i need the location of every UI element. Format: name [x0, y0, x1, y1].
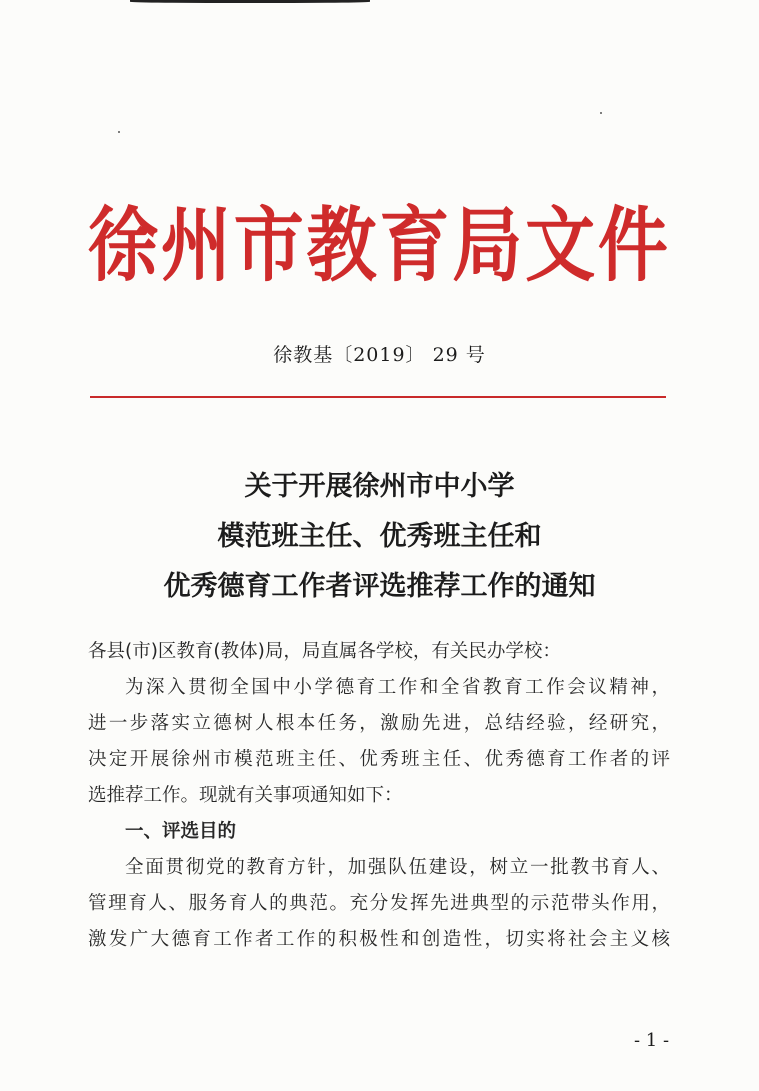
- letterhead-char: 州: [160, 196, 231, 294]
- document-title: [0, 462, 759, 612]
- paragraph-1-line: 进一步落实立德树人根本任务，激励先进，总结经验，经研究，: [88, 713, 670, 734]
- paragraph-2-line: 全面贯彻党的教育方针，加强队伍建设，树立一批教书育人、: [125, 857, 670, 878]
- letterhead-char: 局: [452, 196, 523, 294]
- title-line-3: 优秀德育工作者评选推荐工作的通知: [163, 571, 596, 602]
- paragraph-2-line: 激发广大德育工作者工作的积极性和创造性，切实将社会主义核: [88, 929, 670, 950]
- salutation: 各县(市)区教育(教体)局，局直属各学校，有关民办学校：: [88, 641, 561, 662]
- paragraph-1-line: 选推荐工作。现就有关事项通知如下：: [88, 785, 403, 806]
- document-number: 徐教基〔2019〕 29 号: [273, 344, 486, 366]
- letterhead-char: 教: [306, 196, 377, 294]
- letterhead-char: 市: [233, 196, 304, 294]
- scan-edge-shadow: [130, 0, 370, 3]
- letterhead-char: 文: [525, 196, 596, 294]
- letterhead-char: 育: [379, 196, 450, 294]
- red-divider-rule: [90, 396, 666, 398]
- letterhead-title: [88, 196, 668, 294]
- letterhead-char: 件: [597, 196, 668, 294]
- paragraph-2-line: 管理育人、服务育人的典范。充分发挥先进典型的示范带头作用，: [88, 893, 670, 914]
- letterhead-char: 徐: [88, 196, 158, 294]
- paragraph-1-line: 为深入贯彻全国中小学德育工作和全省教育工作会议精神，: [125, 677, 670, 698]
- title-line-2: 模范班主任、优秀班主任和: [217, 521, 542, 552]
- title-line-1: 关于开展徐州市中小学: [244, 471, 515, 502]
- page-number: - 1 -: [634, 1030, 670, 1051]
- document-body: [88, 634, 670, 958]
- section-1-heading: 一、评选目的: [125, 821, 237, 842]
- scan-speck: [600, 112, 602, 114]
- paragraph-1-line: 决定开展徐州市模范班主任、优秀班主任、优秀德育工作者的评: [88, 749, 670, 770]
- scan-speck: [118, 131, 120, 133]
